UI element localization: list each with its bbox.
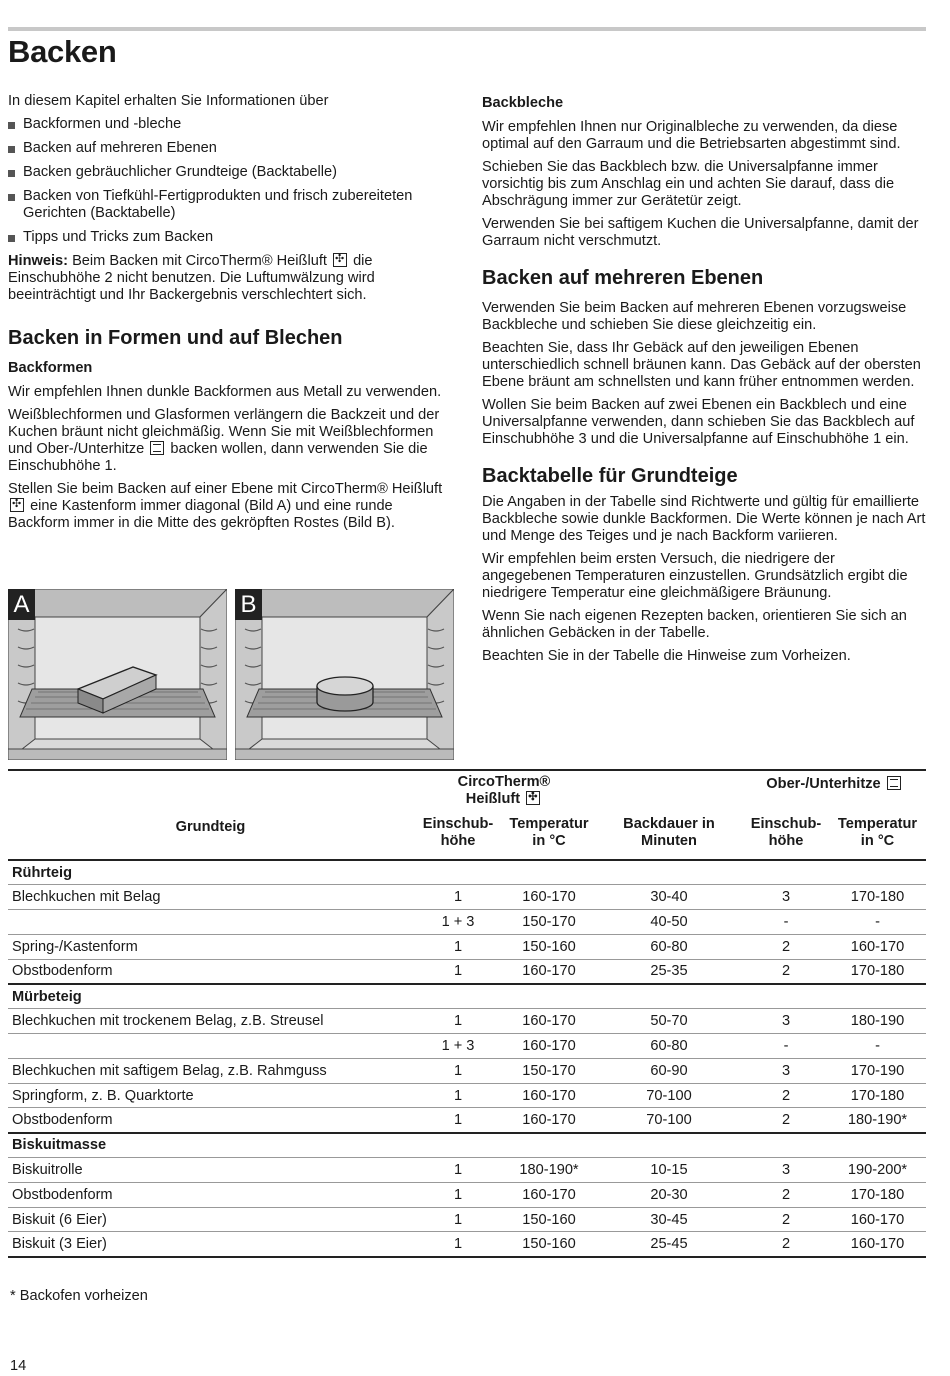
oven-a-drawing xyxy=(8,589,227,760)
table-cell: - xyxy=(783,913,789,930)
table-cell: 3 xyxy=(781,889,791,906)
table-cell: 190-200* xyxy=(847,1161,908,1178)
col-grundteig: Grundteig xyxy=(175,819,246,835)
mode-label: CircoTherm® xyxy=(457,773,551,790)
paragraph xyxy=(8,407,458,475)
table-cell: 40-50 xyxy=(650,913,688,930)
table-cell: 160-170 xyxy=(522,1037,576,1054)
table-cell-name: Spring-/Kastenform xyxy=(12,938,138,955)
list-item: Tipps und Tricks zum Backen xyxy=(8,229,458,246)
table-group-header xyxy=(8,1133,926,1158)
table-cell: 60-90 xyxy=(650,1062,688,1079)
group-name: Rührteig xyxy=(12,864,72,881)
paragraph: Wir empfehlen beim ersten Versuch, die niedrigere der angegebenen Temperaturen einzustellen. Grundsätzlich ergibt die niedrigere Temperatur eine gleichmäßigere Bräunung. xyxy=(482,551,908,601)
paragraph-text: Stellen Sie beim Backen auf einer Ebene mit CircoTherm® Heißluft xyxy=(8,481,443,497)
table-cell: 1 xyxy=(453,1186,463,1203)
table-cell: 160-170 xyxy=(850,938,905,955)
table-row xyxy=(8,1158,926,1183)
page-title: Backen xyxy=(8,34,117,69)
table-cell: 1 + 3 xyxy=(441,913,475,930)
list-item: Backen gebräuchlicher Grundteige (Backtabelle) xyxy=(8,164,458,181)
table-cell: 2 xyxy=(781,1236,791,1253)
table-cell: 60-80 xyxy=(650,1037,688,1054)
table-cell: 170-180 xyxy=(850,1186,905,1203)
table-cell: 150-160 xyxy=(522,1211,576,1228)
table-cell: - xyxy=(783,1037,789,1054)
table-row xyxy=(8,885,926,910)
mode-ober-unterhitze xyxy=(743,770,926,810)
paragraph xyxy=(8,481,458,532)
oven-illustration-b xyxy=(235,589,454,760)
table-cell: 25-35 xyxy=(650,963,688,980)
header-text: Temperatur xyxy=(509,816,589,832)
table-row xyxy=(8,910,926,935)
paragraph: Verwenden Sie beim Backen auf mehreren Ebenen vorzugsweise Backbleche und schieben Sie diese gleichzeitig ein. xyxy=(482,300,907,333)
table-cell: 10-15 xyxy=(650,1161,688,1178)
table-row xyxy=(8,1108,926,1133)
table-cell: 170-190 xyxy=(850,1062,905,1079)
table-cell: 160-170 xyxy=(522,1186,576,1203)
table-cell: 2 xyxy=(781,1087,791,1104)
right-column xyxy=(482,93,927,671)
table-cell: 160-170 xyxy=(522,889,576,906)
table-cell-name: Biskuitrolle xyxy=(12,1161,83,1178)
table-cell: 30-40 xyxy=(650,889,688,906)
table-cell: 1 + 3 xyxy=(441,1037,475,1054)
table-group-header xyxy=(8,984,926,1009)
header-text: in °C xyxy=(860,833,895,849)
header-text: Temperatur xyxy=(837,816,918,832)
header-text: Einschub- xyxy=(750,816,822,832)
table-cell-name: Blechkuchen mit saftigem Belag, z.B. Rahmguss xyxy=(12,1062,327,1079)
mode-label: Ober-/Unterhitze xyxy=(766,776,881,792)
table-cell: 160-170 xyxy=(850,1211,905,1228)
table-cell: 20-30 xyxy=(650,1186,688,1203)
table-cell: 2 xyxy=(781,963,791,980)
table-cell: 50-70 xyxy=(650,1013,688,1030)
col-einschub xyxy=(413,810,503,860)
section-heading: Backtabelle für Grundteige xyxy=(482,465,738,487)
paragraph-text: Weißblechformen und Glasformen verlängern die Backzeit und der Kuchen bräunt nicht gleichmäßig. Wenn Sie mit Weißblechformen und Ober-/Unterhitze xyxy=(8,407,440,457)
table-cell: 1 xyxy=(453,1062,463,1079)
table-cell: 160-170 xyxy=(522,1087,576,1104)
table-cell: 160-170 xyxy=(850,1236,905,1253)
table-cell: 160-170 xyxy=(522,1013,576,1030)
table-cell: 170-180 xyxy=(850,889,905,906)
table-row xyxy=(8,959,926,984)
table-cell: 30-45 xyxy=(650,1211,688,1228)
table-group-header xyxy=(8,860,926,885)
table-row xyxy=(8,934,926,959)
table-cell: 150-170 xyxy=(522,913,576,930)
table-body xyxy=(8,860,926,1257)
table-cell: 2 xyxy=(781,1211,791,1228)
header-rule xyxy=(8,27,926,31)
table-cell: 180-190 xyxy=(850,1013,905,1030)
top-bottom-heat-icon xyxy=(150,441,164,455)
table-row xyxy=(8,1182,926,1207)
table-cell-name: Blechkuchen mit trockenem Belag, z.B. Streusel xyxy=(12,1013,324,1030)
table-cell: 2 xyxy=(781,938,791,955)
table-cell: 1 xyxy=(453,938,463,955)
oven-b-drawing xyxy=(235,589,454,760)
table-cell-name: Blechkuchen mit Belag xyxy=(12,889,161,906)
col-temperatur xyxy=(503,810,595,860)
top-bottom-heat-icon xyxy=(887,776,901,790)
group-name: Mürbeteig xyxy=(12,988,82,1005)
paragraph: Beachten Sie, dass Ihr Gebäck auf den jeweiligen Ebenen unterschiedlich schnell bräunen kann. Das Gebäck auf der obersten Ebene bräunt am schnellsten und kann früher entnommen werden. xyxy=(482,340,921,390)
hinweis-note xyxy=(8,253,458,304)
subheading: Backbleche xyxy=(482,95,564,111)
paragraph: Wollen Sie beim Backen auf zwei Ebenen ein Backblech und eine Universalpfanne verwenden, dann schieben Sie das Backblech auf Einschubhöhe 3 und die Universalpfanne auf Einschubhöhe 1 ein. xyxy=(482,397,915,447)
table-cell: 70-100 xyxy=(646,1087,692,1104)
table-row xyxy=(8,1009,926,1034)
header-text: höhe xyxy=(768,833,804,849)
group-name: Biskuitmasse xyxy=(12,1137,107,1154)
header-text: Einschub- xyxy=(422,816,494,832)
paragraph: Schieben Sie das Backblech bzw. die Universalpfanne immer vorsichtig bis zum Anschlag ein und achten Sie darauf, dass die Abschrägung immer zur Gerätetür zeigt. xyxy=(482,159,895,209)
table-cell: 1 xyxy=(453,1112,463,1129)
table-cell: 180-190* xyxy=(519,1161,579,1178)
table-cell-name xyxy=(8,910,413,935)
header-text: höhe xyxy=(440,833,476,849)
table-row xyxy=(8,1034,926,1059)
oven-illustration-a xyxy=(8,589,227,760)
table-row xyxy=(8,1083,926,1108)
table-cell: 1 xyxy=(453,963,463,980)
table-cell: - xyxy=(875,913,880,930)
circotherm-fan-icon xyxy=(10,498,24,512)
table-column-header xyxy=(8,810,926,860)
figure-label-a: A xyxy=(8,589,35,620)
circotherm-fan-icon xyxy=(333,253,347,267)
baking-table xyxy=(8,769,926,1258)
table-cell: 60-80 xyxy=(650,938,688,955)
table-cell-name xyxy=(8,1034,413,1059)
table-row xyxy=(8,1232,926,1257)
table-row xyxy=(8,1207,926,1232)
hinweis-text: die Einschubhöhe 2 nicht benutzen. Die Luftumwälzung wird beeinträchtigt und Ihr Backergebnis verschlechtert sich. xyxy=(8,253,375,303)
table-cell: 1 xyxy=(453,889,463,906)
list-item: Backformen und -bleche xyxy=(8,116,458,133)
table-cell-name: Biskuit (3 Eier) xyxy=(12,1236,107,1253)
paragraph: Beachten Sie in der Tabelle die Hinweise zum Vorheizen. xyxy=(482,648,851,664)
table-cell: 25-45 xyxy=(650,1236,688,1253)
table-cell: 1 xyxy=(453,1013,463,1030)
paragraph-text: eine Kastenform immer diagonal (Bild A) und eine runde Backform immer in die Mitte des gekröpften Rostes (Bild B). xyxy=(8,498,395,531)
table-cell: 3 xyxy=(781,1161,791,1178)
table-cell: 150-160 xyxy=(522,1236,576,1253)
table-cell: 1 xyxy=(453,1211,463,1228)
table-cell: - xyxy=(875,1037,880,1054)
left-column xyxy=(8,93,458,538)
hinweis-label: Hinweis: xyxy=(8,253,69,269)
col-backdauer xyxy=(595,810,743,860)
col-einschub-2 xyxy=(743,810,829,860)
hinweis-text: Beim Backen mit CircoTherm® Heißluft xyxy=(72,253,327,269)
paragraph-text: backen wollen, dann verwenden Sie die Einschubhöhe 1. xyxy=(8,441,428,474)
table-cell-name: Obstbodenform xyxy=(12,1186,113,1203)
table-cell: 160-170 xyxy=(522,1112,576,1129)
table-cell: 1 xyxy=(453,1087,463,1104)
table-cell: 3 xyxy=(781,1013,791,1030)
table-cell: 170-180 xyxy=(850,1087,905,1104)
paragraph: Wenn Sie nach eigenen Rezepten backen, orientieren Sie sich an ähnlichen Gebäcken in der Tabelle. xyxy=(482,608,907,641)
table-cell: 1 xyxy=(453,1236,463,1253)
page-number: 14 xyxy=(10,1358,27,1374)
table-cell: 150-160 xyxy=(522,938,576,955)
paragraph: Die Angaben in der Tabelle sind Richtwerte und gültig für emaillierte Backbleche sowie dunkle Backformen. Die Werte können je nach Art und Menge des Teiges und je nach Backform variieren. xyxy=(482,494,926,544)
footnote: * Backofen vorheizen xyxy=(10,1288,148,1304)
col-temperatur-2 xyxy=(829,810,926,860)
mode-circotherm xyxy=(413,770,595,810)
table-cell: 180-190* xyxy=(847,1112,908,1129)
table-cell-name: Biskuit (6 Eier) xyxy=(12,1211,107,1228)
table-cell-name: Obstbodenform xyxy=(12,963,113,980)
table-cell: 1 xyxy=(453,1161,463,1178)
list-item: Backen auf mehreren Ebenen xyxy=(8,140,458,157)
table-cell: 150-170 xyxy=(522,1062,576,1079)
table-row xyxy=(8,1058,926,1083)
section-heading: Backen auf mehreren Ebenen xyxy=(482,267,764,289)
header-text: Backdauer in xyxy=(623,816,715,832)
table-cell: 70-100 xyxy=(646,1112,692,1129)
table-cell: 2 xyxy=(781,1112,791,1129)
table-cell: 170-180 xyxy=(850,963,905,980)
table-cell-name: Obstbodenform xyxy=(12,1112,113,1129)
figure-label-b: B xyxy=(235,589,262,620)
table-cell: 160-170 xyxy=(522,963,576,980)
paragraph: Wir empfehlen Ihnen dunkle Backformen aus Metall zu verwenden. xyxy=(8,384,442,400)
header-text: Minuten xyxy=(641,833,697,849)
table-cell-name: Springform, z. B. Quarktorte xyxy=(12,1087,194,1104)
table-cell: 3 xyxy=(781,1062,791,1079)
topic-list xyxy=(8,116,458,246)
header-text: in °C xyxy=(532,833,566,849)
intro-text: In diesem Kapitel erhalten Sie Informationen über xyxy=(8,93,329,109)
table-cell: 2 xyxy=(781,1186,791,1203)
subheading: Backformen xyxy=(8,360,93,376)
oven-figures xyxy=(8,589,453,760)
mode-label: Heißluft xyxy=(465,790,521,807)
section-heading: Backen in Formen und auf Blechen xyxy=(8,327,343,349)
circotherm-fan-icon xyxy=(526,791,540,805)
table-mode-header xyxy=(8,770,926,810)
list-item: Backen von Tiefkühl-Fertigprodukten und frisch zubereiteten Gerichten (Backtabelle) xyxy=(8,188,458,222)
paragraph: Verwenden Sie bei saftigem Kuchen die Universalpfanne, damit der Garraum nicht verschmutzt. xyxy=(482,216,919,249)
paragraph: Wir empfehlen Ihnen nur Originalbleche zu verwenden, da diese optimal auf den Garraum und die Betriebsarten abgestimmt sind. xyxy=(482,119,901,152)
